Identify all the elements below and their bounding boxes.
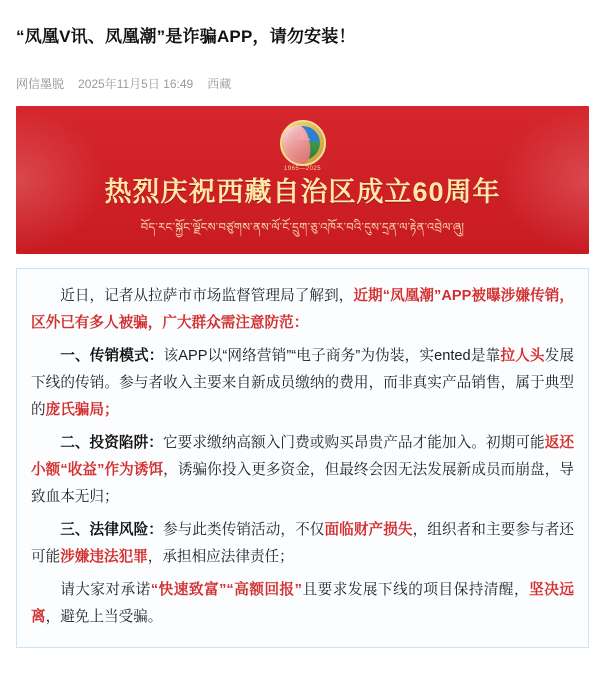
emblem-circle [280, 120, 326, 166]
text-run-0: 近日，记者从拉萨市市场监督管理局了解到， [60, 288, 354, 305]
paragraph-lead [31, 283, 574, 337]
text-run-0: 请大家对承诺 [60, 582, 151, 599]
anniversary-emblem-icon [255, 116, 351, 173]
anniversary-banner [16, 106, 589, 254]
text-run-3: 坚决远离 [31, 582, 574, 626]
text-run-2: 返还小额“收益”作为诱饵 [31, 435, 574, 479]
text-run-4: 涉嫌违法犯罪 [60, 549, 148, 566]
article-meta [0, 61, 605, 102]
text-run-4: ，避免上当受骗。 [45, 609, 163, 626]
text-run-3: 发展下线的传销。参与者收入主要来自新成员缴纳的费用，而非真实产品销售，属于典型的 [31, 348, 574, 419]
text-run-1: 它要求缴纳高额入门费或购买昂贵产品才能加入。初期可能 [162, 435, 545, 452]
text-run-5: ，承担相应法律责任； [147, 549, 294, 566]
banner-title [16, 170, 589, 209]
text-run-0: 二、投资陷阱： [60, 435, 163, 452]
meta-region: 西藏 [207, 77, 232, 92]
text-run-0: 一、传销模式： [60, 348, 164, 365]
article-body [16, 268, 589, 648]
text-run-0: 三、法律风险： [60, 522, 163, 539]
text-run-1: 近期“凤凰潮”APP被曝涉嫌传销，区外已有多人被骗，广大群众需注意防范： [31, 288, 574, 332]
text-run-3: ，组织者和主要参与者还可能 [31, 522, 574, 566]
paragraph-item-2 [31, 430, 574, 511]
paragraph-item-1 [31, 343, 574, 424]
meta-timestamp: 2025年11月5日 16:49 [78, 77, 194, 92]
banner-tibetan-subtitle: བོད་རང་སྐྱོང་ལྗོངས་བཙུགས་ནས་ལོ་ངོ་དྲུག་ཅུ་འཁོར་བའི་དུས་དྲན་ལ་རྟེན་འབྲེལ་ཞུ། [140, 220, 465, 235]
text-run-1: 该APP以“网络营销”“电子商务”为伪装，实ented是靠 [163, 348, 501, 365]
paragraph-item-3 [31, 517, 574, 571]
text-run-2: 拉人头 [500, 348, 545, 365]
emblem-years-label: 1965—2025 [283, 166, 322, 173]
text-run-1: “快速致富”“高额回报” [150, 582, 302, 599]
text-run-3: ，诱骗你投入更多资金，但最终会因无法发展新成员而崩盘，导致血本无归； [31, 462, 574, 506]
banner-title-suffix: 周年 [444, 177, 501, 208]
text-run-1: 参与此类传销活动，不仅 [162, 522, 325, 539]
article-page [0, 11, 605, 699]
page-title: “凤凰V讯、凤凰潮”是诈骗APP，请勿安装！ [16, 27, 356, 47]
paragraph-closing [31, 577, 574, 631]
text-run-4: 庞氏骗局； [45, 402, 119, 419]
meta-source: 网信墨脱 [16, 77, 65, 92]
banner-title-prefix: 热烈庆祝西藏自治区成立 [104, 177, 413, 208]
text-run-2: 面临财产损失 [324, 522, 413, 539]
banner-title-number: 60 [412, 177, 445, 208]
text-run-2: 且要求发展下线的项目保持清醒， [301, 582, 530, 599]
